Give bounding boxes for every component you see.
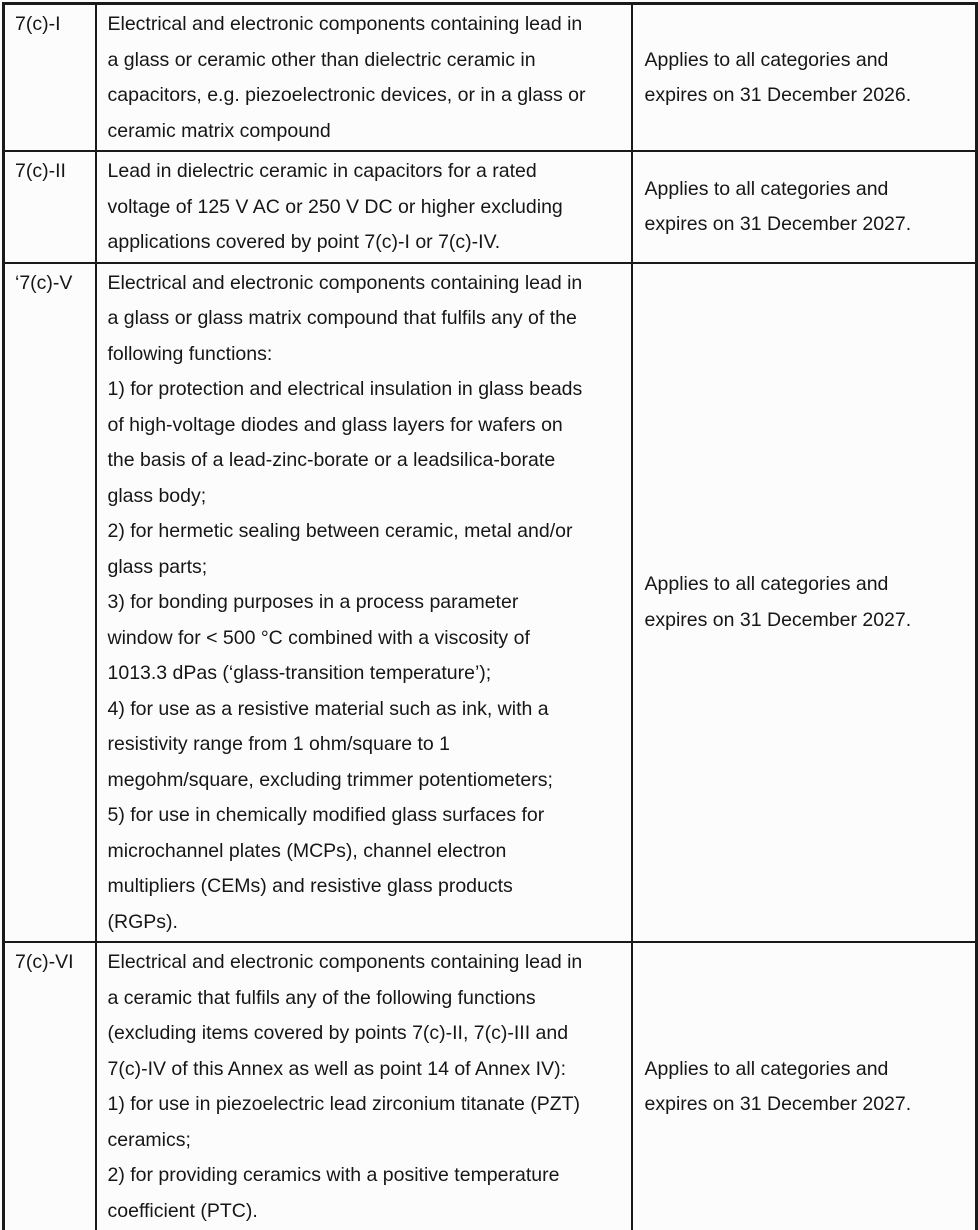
exemption-id-cell [4, 4, 96, 152]
description-line: coefficient (PTC). [107, 1199, 258, 1222]
description-line: voltage of 125 V AC or 250 V DC or higher excluding [107, 195, 563, 218]
applicability-cell [632, 942, 977, 1230]
table-row [4, 4, 977, 152]
description-line: 2) for providing ceramics with a positive temperature [107, 1164, 560, 1186]
table-row [4, 263, 977, 943]
exemptions-table [2, 2, 978, 1230]
description-cell [96, 942, 632, 1230]
description-line: 1) for protection and electrical insulation in glass beads [107, 378, 583, 400]
applicability-line: expires on 31 December 2027. [644, 213, 912, 236]
description-line: 2) for hermetic sealing between ceramic, metal and/or [107, 520, 573, 542]
description-line: the basis of a lead-zinc-borate or a leadsilica-borate [107, 449, 556, 471]
applicability-cell [632, 263, 977, 943]
applicability-text [645, 567, 970, 638]
exemption-id-cell [4, 151, 96, 263]
description-cell [96, 263, 632, 943]
exemption-id: 7(c)-VI [15, 951, 74, 973]
description-line: resistivity range from 1 ohm/square to 1 [107, 733, 450, 755]
description-line: glass parts; [107, 555, 208, 578]
applicability-text [645, 172, 970, 243]
description-line: ceramics; [107, 1128, 191, 1151]
description-cell [96, 4, 632, 152]
description-line: ceramic matrix compound [107, 119, 331, 142]
description-line: 4) for use as a resistive material such as ink, with a [107, 697, 549, 720]
description-line: megohm/square, excluding trimmer potentiometers; [107, 768, 553, 791]
description-line: Electrical and electronic components containing lead in [107, 951, 583, 973]
description-line: Electrical and electronic components containing lead in [107, 13, 583, 35]
applicability-cell [632, 4, 977, 152]
applicability-line: Applies to all categories and [644, 1057, 889, 1080]
description-line: a glass or ceramic other than dielectric ceramic in [107, 48, 536, 71]
description-line: (RGPs). [107, 910, 178, 933]
description-cell [96, 151, 632, 263]
table-row [4, 151, 977, 263]
description-line: 7(c)-IV of this Annex as well as point 14 of Annex IV): [107, 1057, 566, 1080]
description-line: capacitors, e.g. piezoelectronic devices, or in a glass or [107, 84, 586, 106]
description-line: a glass or glass matrix compound that fulfils any of the [107, 307, 577, 329]
applicability-line: expires on 31 December 2026. [644, 84, 912, 106]
description-line: multipliers (CEMs) and resistive glass products [107, 875, 513, 897]
description-line: of high-voltage diodes and glass layers for wafers on [107, 413, 563, 436]
applicability-text [645, 1052, 970, 1123]
exemption-id-cell [4, 263, 96, 943]
description-line: following functions: [107, 342, 273, 365]
applicability-line: Applies to all categories and [644, 48, 889, 71]
description-line: microchannel plates (MCPs), channel electron [107, 839, 507, 862]
applicability-cell [632, 151, 977, 263]
table-row [4, 942, 977, 1230]
description-line: (excluding items covered by points 7(c)-II, 7(c)-III and [107, 1022, 569, 1044]
description-line: window for < 500 °C combined with a viscosity of [107, 626, 530, 649]
description-line: a ceramic that fulfils any of the following functions [107, 986, 536, 1009]
description-line: 5) for use in chemically modified glass surfaces for [107, 804, 545, 826]
description-line: applications covered by point 7(c)-I or 7(c)-IV. [107, 231, 501, 253]
applicability-line: Applies to all categories and [644, 177, 889, 200]
exemption-id: 7(c)-I [15, 13, 61, 35]
applicability-line: Applies to all categories and [644, 573, 889, 596]
description-line: 3) for bonding purposes in a process parameter [107, 591, 519, 613]
description-line: Lead in dielectric ceramic in capacitors for a rated [107, 160, 537, 182]
table-body [4, 4, 977, 1230]
exemption-id-cell [4, 942, 96, 1230]
description-line: glass body; [107, 484, 207, 507]
description-line: Electrical and electronic components containing lead in [107, 271, 583, 294]
exemption-id: 7(c)-II [15, 160, 66, 182]
applicability-line: expires on 31 December 2027. [644, 608, 912, 631]
description-line: 1013.3 dPas (‘glass-transition temperature’); [107, 662, 492, 684]
applicability-line: expires on 31 December 2027. [644, 1093, 912, 1115]
description-line: 1) for use in piezoelectric lead zirconium titanate (PZT) [107, 1093, 581, 1115]
applicability-text [645, 43, 970, 114]
exemption-id: ‘7(c)-V [15, 271, 73, 294]
